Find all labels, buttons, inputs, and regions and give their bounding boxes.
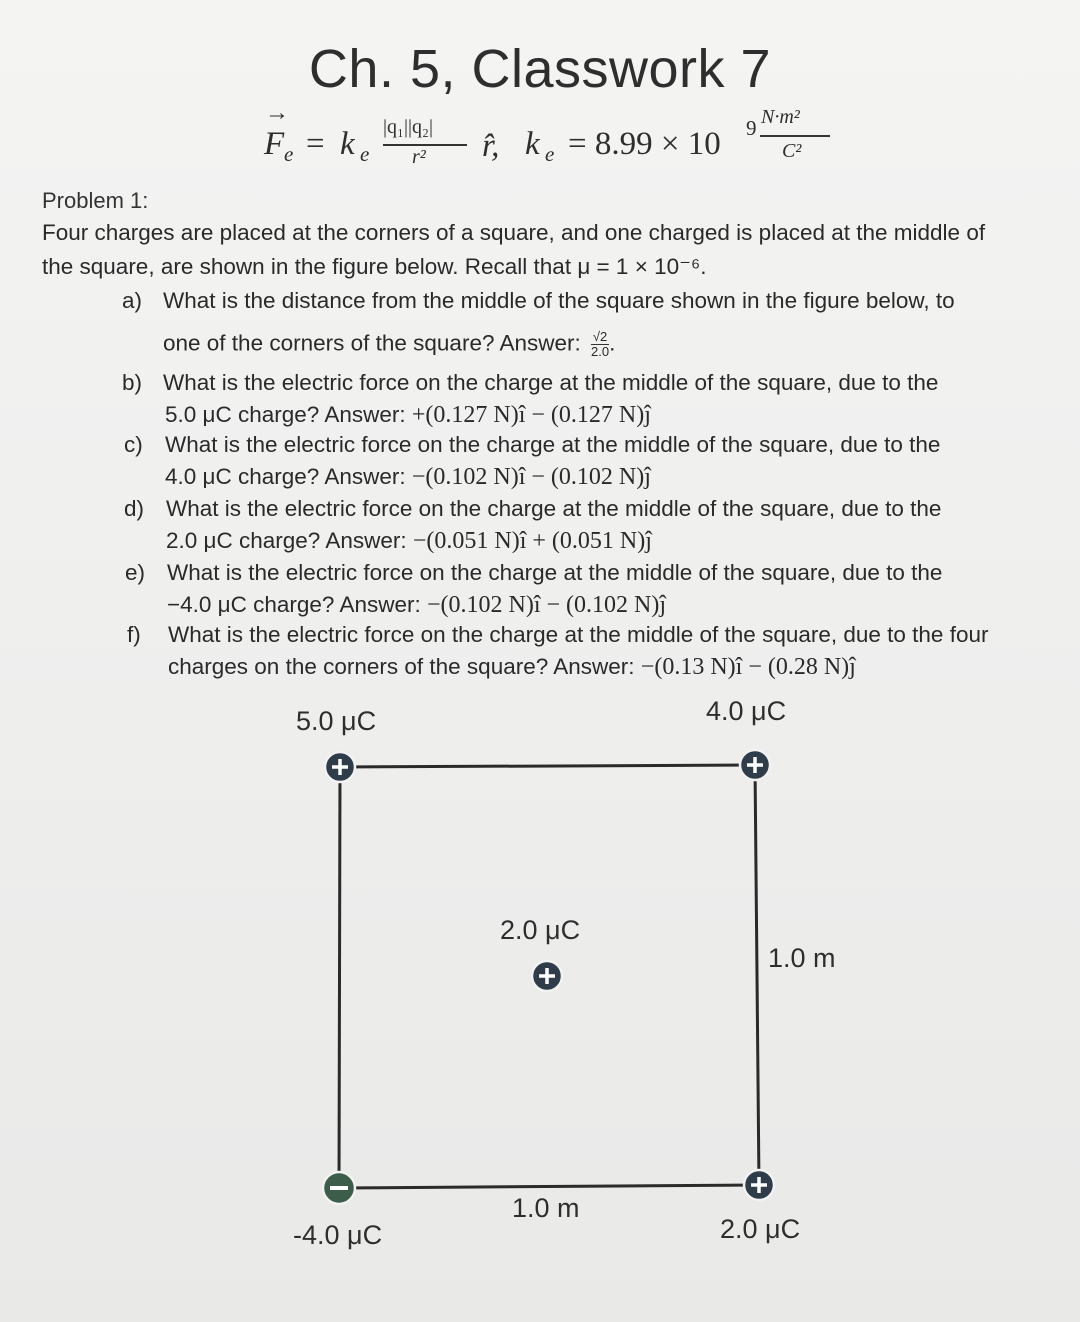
problem-intro-line-2: the square, are shown in the figure below. Recall that μ = 1 × 10⁻⁶. <box>42 254 707 279</box>
constant-subscript-2: e <box>545 142 555 166</box>
answer-numerator: √2 <box>592 329 608 344</box>
item-f-question: What is the electric force on the charge at the middle of the square, due to the four <box>168 622 989 647</box>
unit-fraction-bar <box>760 135 830 137</box>
item-d-answer-value: −(0.051 N)î + (0.051 N)ĵ <box>412 528 652 554</box>
fraction-numerator: |q₁||q₂| <box>383 116 433 138</box>
positive-charge-icon <box>740 750 770 780</box>
item-b-letter: b) <box>122 370 143 395</box>
problem-heading: Problem 1: <box>42 188 149 213</box>
answer-period: . <box>609 330 616 356</box>
item-e-answer-label: −4.0 μC charge? Answer: <box>167 592 421 617</box>
square-top-side <box>340 765 755 767</box>
positive-charge-icon <box>744 1170 774 1200</box>
item-a-question: What is the distance from the middle of the square shown in the figure below, to <box>163 288 955 313</box>
item-e-answer-value: −(0.102 N)î − (0.102 N)ĵ <box>427 592 667 618</box>
charge-label-top-left: 5.0 μC <box>296 706 377 736</box>
charge-label-center: 2.0 μC <box>500 915 581 945</box>
constant-symbol-2: k <box>525 126 540 162</box>
item-a-letter: a) <box>122 288 143 313</box>
item-f-answer-label: charges on the corners of the square? Answer: <box>168 654 635 679</box>
charge-label-bottom-right: 2.0 μC <box>720 1214 801 1244</box>
unit-numerator: N·m² <box>761 106 800 128</box>
item-c-answer-label: 4.0 μC charge? Answer: <box>165 464 406 489</box>
charge-square-diagram <box>0 690 1080 1290</box>
item-b-answer-line <box>165 402 651 429</box>
item-f-answer-value: −(0.13 N)î − (0.28 N)ĵ <box>640 654 856 680</box>
constant-subscript: e <box>360 142 370 166</box>
item-b-answer-label: 5.0 μC charge? Answer: <box>165 402 406 427</box>
square-left-side <box>339 767 340 1188</box>
square-bottom-side <box>339 1185 759 1188</box>
constant-value: = 8.99 × 10 <box>568 126 721 162</box>
charge-label-bottom-left: -4.0 μC <box>293 1220 383 1250</box>
item-e-question: What is the electric force on the charge at the middle of the square, due to the <box>167 560 943 585</box>
item-c-answer-value: −(0.102 N)î − (0.102 N)ĵ <box>411 464 651 490</box>
item-f-letter: f) <box>127 622 141 647</box>
item-e-answer-line <box>167 592 666 619</box>
square-right-side <box>755 765 759 1185</box>
side-length-label: 1.0 m <box>768 943 836 973</box>
equals-sign: = <box>306 126 325 162</box>
unit-denominator: C² <box>782 140 802 162</box>
negative-charge-icon <box>323 1172 355 1204</box>
force-subscript: e <box>284 142 294 166</box>
problem-intro-line-1: Four charges are placed at the corners of a square, and one charged is placed at the middle of <box>42 220 986 245</box>
item-c-question: What is the electric force on the charge at the middle of the square, due to the <box>165 432 941 457</box>
constant-symbol: k <box>340 126 355 162</box>
bottom-length-label: 1.0 m <box>512 1193 580 1223</box>
item-e-letter: e) <box>125 560 146 585</box>
fraction-denominator: r² <box>412 146 426 168</box>
item-c-letter: c) <box>124 432 143 457</box>
charge-label-top-right: 4.0 μC <box>706 696 787 726</box>
item-d-answer-label: 2.0 μC charge? Answer: <box>166 528 407 553</box>
item-d-letter: d) <box>124 496 145 521</box>
item-b-question: What is the electric force on the charge at the middle of the square, due to the <box>163 370 939 395</box>
item-f-answer-line <box>168 654 856 681</box>
positive-charge-icon <box>532 961 562 991</box>
item-a-answer-label: one of the corners of the square? Answer: <box>163 330 581 356</box>
page-title: Ch. 5, Classwork 7 <box>308 39 772 99</box>
force-symbol: F <box>264 126 285 162</box>
item-d-answer-line <box>166 528 652 555</box>
item-b-answer-value: +(0.127 N)î − (0.127 N)ĵ <box>411 402 651 428</box>
item-c-answer-line <box>165 464 651 491</box>
item-a-answer-line <box>163 330 615 359</box>
unit-vector: r̂, <box>482 128 500 164</box>
item-d-question: What is the electric force on the charge at the middle of the square, due to the <box>166 496 942 521</box>
answer-denominator: 2.0 <box>591 344 610 359</box>
vector-arrow-icon: → <box>265 100 289 126</box>
item-a-answer-fraction <box>591 330 609 359</box>
positive-charge-icon <box>325 752 355 782</box>
constant-exponent: 9 <box>746 116 757 140</box>
